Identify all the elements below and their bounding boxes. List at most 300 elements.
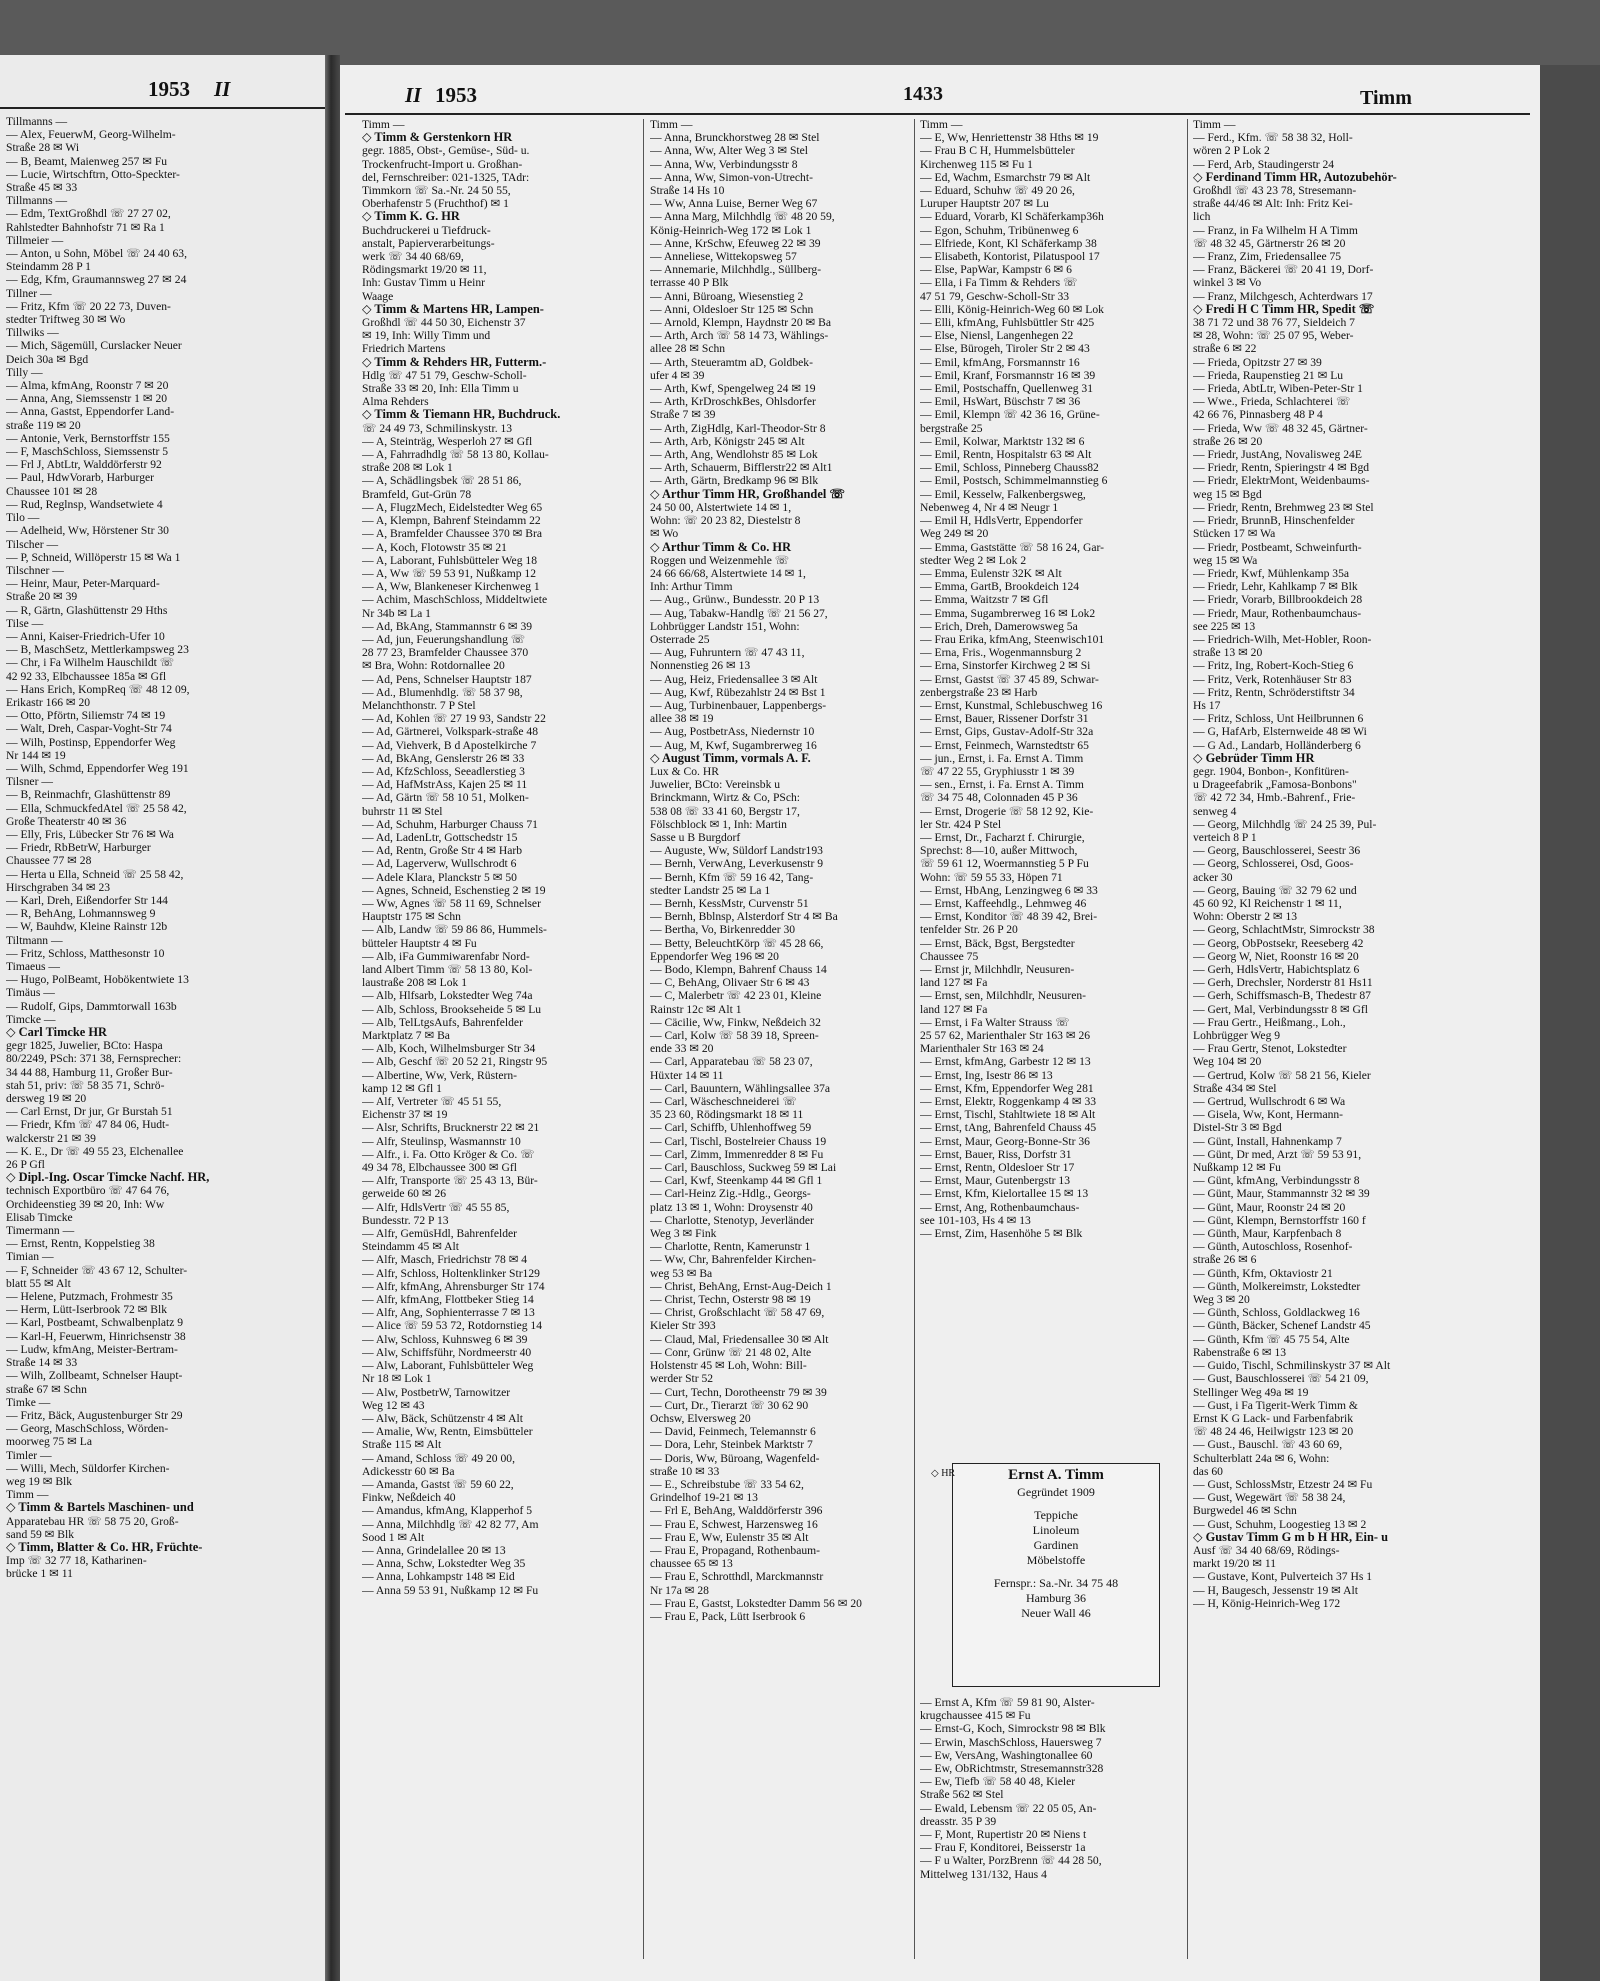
directory-entry-line: — Günth, Kfm, Oktaviostr 21: [1193, 1266, 1333, 1280]
directory-entry-line: — Fritz, Ing, Robert-Koch-Stieg 6: [1193, 659, 1354, 673]
directory-entry-line: — Günth, Molkereimstr, Lokstedter: [1193, 1279, 1361, 1293]
directory-entry-line: Wohn: Oberstr 2 ✉ 13: [1193, 910, 1298, 924]
directory-entry-line: — Bernh, Kfm ☏ 59 16 42, Tang-: [650, 870, 814, 884]
directory-entry-line: Oberhafenstr 5 (Fruchthof) ✉ 1: [362, 197, 509, 211]
directory-entry-line: Waage: [362, 289, 394, 303]
directory-entry-line: Juwelier, BCto: Vereinsbk u: [650, 778, 781, 792]
directory-entry-line: — Adele Klara, Planckstr 5 ✉ 50: [362, 870, 517, 884]
directory-entry-line: bergstraße 25: [920, 421, 983, 435]
directory-entry-line: stedter Weg 2 ✉ Lok 2: [920, 553, 1027, 567]
directory-entry-line: — Ernst, Konditor ☏ 48 39 42, Brei-: [920, 910, 1098, 924]
directory-entry-line: — Arth, Steueramtm aD, Goldbek-: [650, 355, 813, 369]
directory-entry-line: 38 71 72 und 38 76 77, Sieldeich 7: [1193, 316, 1355, 330]
directory-entry-line: — Achim, MaschSchloss, Middeltwiete: [362, 593, 548, 607]
directory-entry-line: — Aug, PostbetrAss, Niedernstr 10: [650, 725, 815, 739]
directory-entry-line: — Karl-H, Feuerwm, Hinrichsenstr 38: [6, 1329, 186, 1343]
directory-entry-line: — Charlotte, Stenotyp, Jeverländer: [650, 1213, 814, 1227]
directory-entry-line: Straße 33 ✉ 20, Inh: Ella Timm u: [362, 382, 519, 396]
directory-entry-line: weg 15 ✉ Wa: [1193, 553, 1258, 567]
directory-entry-line: — Otto, Pförtn, Siliemstr 74 ✉ 19: [6, 709, 166, 723]
directory-entry-line: — A, Ww, Blankeneser Kirchenweg 1: [362, 580, 540, 594]
directory-entry-line: — Fritz, Rentn, Schröderstiftstr 34: [1193, 685, 1355, 699]
directory-entry-line: — Alfr, Transporte ☏ 25 43 13, Bür-: [362, 1174, 538, 1188]
directory-entry-line: — Alfr., i. Fa. Otto Kröger & Co. ☏: [362, 1147, 535, 1161]
directory-entry-line: — Ernst, Rentn, Koppelstieg 38: [6, 1237, 155, 1251]
directory-entry-line: del, Fernschreiber: 021-1325, TAdr:: [362, 170, 530, 184]
directory-entry-line: ◇ Arthur Timm HR, Großhandel ☏: [650, 487, 845, 501]
directory-entry-line: — Emma, Gaststätte ☏ 58 16 24, Gar-: [920, 540, 1104, 554]
directory-entry-line: — Ernst jr, Milchhdlr, Neusuren-: [920, 963, 1075, 976]
directory-entry-line: Fölschblock ✉ 1, Inh: Martin: [650, 817, 787, 831]
directory-entry-line: — Charlotte, Rentn, Kamerunstr 1: [650, 1240, 811, 1254]
directory-entry-line: — Georg, ObPostsekr, Reeseberg 42: [1193, 936, 1364, 950]
directory-entry-line: — Anna, Schw, Lokstedter Weg 35: [362, 1557, 526, 1571]
page-edge: [1540, 65, 1600, 1981]
directory-entry-line: — F, Mont, Rupertistr 20 ✉ Niens t: [920, 1828, 1087, 1842]
ad-item: Möbelstoffe: [1026, 1553, 1086, 1567]
directory-entry-line: — Arth, Arch ☏ 58 14 73, Wählings-: [650, 329, 829, 343]
directory-entry-line: Tilo —: [6, 511, 40, 525]
directory-entry-line: — Annemarie, Milchhdlg., Süllberg-: [650, 263, 822, 277]
directory-entry-line: — Agnes, Schneid, Eschenstieg 2 ✉ 19: [362, 883, 546, 897]
directory-entry-line: u Drageefabrik „Famosa-Bonbons": [1193, 778, 1357, 792]
directory-entry-line: — Alfr, Schloss, Holtenklinker Str129: [362, 1266, 540, 1280]
directory-entry-line: ler Str. 424 P Stel: [920, 817, 1002, 831]
directory-entry-line: — Ernst, tAng, Bahrenfeld Chauss 45: [920, 1121, 1097, 1135]
directory-entry-line: Bramfeld, Gut-Grün 78: [362, 487, 472, 501]
directory-entry-line: — Ernst, Kfm, Kielortallee 15 ✉ 13: [920, 1187, 1089, 1201]
directory-entry-line: — Bertha, Vo, Birkenredder 30: [650, 923, 796, 937]
directory-entry-line: — Gustave, Kont, Pulverteich 37 Hs 1: [1193, 1570, 1373, 1584]
directory-entry-line: Trockenfrucht-Import u. Großhan-: [362, 157, 523, 171]
directory-entry-line: — Karl, Dreh, Eißendorfer Str 144: [6, 893, 168, 907]
directory-entry-line: — H, Baugesch, Jessenstr 19 ✉ Alt: [1193, 1583, 1358, 1597]
directory-entry-line: — Ella, SchmuckfedAtel ☏ 25 58 42,: [6, 801, 187, 815]
directory-entry-line: Erikastr 166 ✉ 20: [6, 695, 91, 709]
directory-entry-line: Inh: Gustav Timm u Heinr: [362, 276, 486, 290]
directory-entry-line: — Alma, kfmAng, Roonstr 7 ✉ 20: [6, 379, 169, 393]
directory-entry-line: Brinckmann, Wirtz & Co, PSch:: [650, 791, 801, 805]
directory-entry-line: — Gust, Bauschlosserei ☏ 54 21 09,: [1193, 1372, 1369, 1386]
directory-entry-line: — E, Ww, Henriettenstr 38 Hths ✉ 19: [920, 131, 1099, 145]
left-page: [0, 55, 325, 1981]
directory-entry-line: Nr 144 ✉ 19: [6, 748, 66, 762]
directory-entry-line: Straße 14 Hs 10: [650, 184, 725, 198]
directory-entry-line: Osterrade 25: [650, 632, 710, 646]
directory-entry-line: Burgwedel 46 ✉ Schn: [1193, 1504, 1297, 1518]
directory-entry-line: — Ernst, kfmAng, Garbestr 12 ✉ 13: [920, 1055, 1091, 1069]
directory-entry-line: Timm —: [920, 118, 963, 131]
directory-entry-line: Hüxter 14 ✉ 11: [650, 1068, 724, 1082]
directory-entry-line: Elisab Timcke: [6, 1210, 73, 1224]
directory-entry-line: — Anna, Gastst, Eppendorfer Land-: [6, 405, 175, 419]
directory-entry-line: moorweg 75 ✉ La: [6, 1435, 93, 1449]
directory-entry-line: — Bernh, Bblnsp, Alsterdorf Str 4 ✉ Ba: [650, 910, 838, 924]
directory-entry-line: — Ernst, i Fa Walter Strauss ☏: [920, 1015, 1070, 1029]
directory-entry-line: Chaussee 75: [920, 949, 979, 963]
directory-entry-line: — Emil, kfmAng, Forsmannstr 16: [920, 355, 1080, 369]
directory-entry-line: Finkw, Neßdeich 40: [362, 1491, 456, 1505]
directory-entry-line: — Amandus, kfmAng, Klapperhof 5: [362, 1504, 533, 1518]
directory-entry-line: lich: [1193, 210, 1211, 224]
right-page: [340, 65, 1540, 1981]
directory-entry-line: — Ed, Wachm, Esmarchstr 79 ✉ Alt: [920, 170, 1091, 184]
directory-entry-line: — Franz, in Fa Wilhelm H A Timm: [1193, 223, 1358, 237]
directory-entry-line: — G, HafArb, Elsternweide 48 ✉ Wi: [1193, 725, 1367, 739]
directory-entry-line: Hauptstr 175 ✉ Schn: [362, 910, 461, 924]
directory-entry-line: — Arth, Kwf, Spengelweg 24 ✉ 19: [650, 382, 816, 396]
directory-entry-line: Holstenstr 45 ✉ Loh, Wohn: Bill-: [650, 1359, 807, 1373]
directory-entry-line: gegr 1825, Juwelier, BCto: Haspa: [6, 1039, 163, 1053]
directory-entry-line: weg 19 ✉ Blk: [6, 1474, 73, 1488]
directory-entry-line: terrasse 40 P Blk: [650, 276, 729, 290]
directory-entry-line: Distel-Str 3 ✉ Bgd: [1193, 1121, 1282, 1135]
ad-item: Linoleum: [1032, 1523, 1080, 1537]
directory-entry-line: Timcke —: [6, 1012, 56, 1026]
directory-entry-line: Rödingsmarkt 19/20 ✉ 11,: [362, 263, 487, 277]
directory-entry-line: — B, MaschSetz, Mettlerkampsweg 23: [6, 643, 189, 657]
directory-entry-line: Timm —: [6, 1488, 49, 1502]
directory-entry-line: — Emil, HsWart, Büschstr 7 ✉ 36: [920, 395, 1081, 409]
directory-entry-line: straße 119 ✉ 20: [6, 418, 81, 432]
directory-entry-line: — Elly, Fris, Lübecker Str 76 ✉ Wa: [6, 827, 174, 841]
directory-entry-line: — Anna Marg, Milchhdlg ☏ 48 20 59,: [650, 210, 835, 224]
directory-entry-line: — Georg, Schlosserei, Osd, Goos-: [1193, 857, 1354, 871]
directory-entry-line: — Franz, Zim, Friedensallee 75: [1193, 250, 1342, 264]
directory-entry-line: stah 51, priv: ☏ 58 35 71, Schrö-: [6, 1078, 165, 1092]
ad-address: Neuer Wall 46: [1021, 1606, 1091, 1620]
directory-entry-line: — Arth, KrDroschkBes, Ohlsdorfer: [650, 395, 816, 409]
directory-entry-line: Großhdl ☏ 43 23 78, Stresemann-: [1193, 184, 1357, 198]
directory-entry-line: — Else, Bürogeh, Tiroler Str 2 ✉ 43: [920, 342, 1090, 356]
directory-entry-line: acker 30: [1193, 870, 1233, 884]
directory-entry-line: — Carl, Schiffb, Uhlenhoffweg 59: [650, 1121, 812, 1135]
directory-entry-line: — Ernst, Kaffeehdlg., Lehmweg 46: [920, 896, 1087, 910]
directory-entry-line: — Erwin, MaschSchloss, Hauersweg 7: [920, 1735, 1102, 1749]
directory-entry-line: — E., Schreibstube ☏ 33 54 62,: [650, 1477, 804, 1491]
directory-entry-line: — Ad, jun, Feuerungshandlung ☏: [362, 632, 526, 646]
directory-entry-line: — Bodo, Klempn, Bahrenf Chauss 14: [650, 963, 827, 976]
directory-entry-line: — Arth, ZigHdlg, Karl-Theodor-Str 8: [650, 421, 826, 435]
directory-entry-line: ◇ Timm & Tiemann HR, Buchdruck.: [362, 408, 561, 422]
ad-item: Teppiche: [1034, 1508, 1078, 1522]
directory-entry-line: Steindamm 28 P 1: [6, 260, 91, 274]
directory-entry-line: bütteler Hauptstr 4 ✉ Fu: [362, 936, 477, 950]
directory-entry-line: — Emil H, HdlsVertr, Eppendorfer: [920, 514, 1083, 528]
directory-entry-line: — Günt, kfmAng, Verbindungsstr 8: [1193, 1174, 1360, 1188]
directory-entry-line: — Carl, Wäscheschneiderei ☏: [650, 1095, 797, 1109]
directory-entry-line: — Frl J, AbtLtr, Walddörferstr 92: [6, 458, 162, 472]
directory-entry-line: — Ernst, Bäck, Bgst, Bergstedter: [920, 936, 1075, 950]
directory-entry-line: Timermann —: [6, 1224, 75, 1238]
directory-entry-line: — Ernst, Rentn, Oldesloer Str 17: [920, 1161, 1075, 1175]
directory-entry-line: — Günth, Bäcker, Schenef Landstr 45: [1193, 1319, 1371, 1333]
directory-entry-line: — Gust, i Fa Tigerit-Werk Timm &: [1193, 1398, 1358, 1412]
directory-entry-line: Tillner —: [6, 286, 52, 300]
directory-entry-line: — Gisela, Ww, Kont, Hermann-: [1193, 1108, 1344, 1122]
directory-entry-line: Weg 12 ✉ 43: [362, 1398, 425, 1412]
directory-entry-line: — Günth, Maur, Karpfenbach 8: [1193, 1227, 1342, 1241]
directory-entry-line: ✉ Bra, Wohn: Rotdornallee 20: [362, 659, 505, 673]
directory-entry-line: — Alw, Schloss, Kuhnsweg 6 ✉ 39: [362, 1332, 528, 1346]
directory-entry-line: — Carl, Kolw ☏ 58 39 18, Spreen-: [650, 1029, 819, 1043]
directory-entry-line: ☏ 59 61 12, Woermannstieg 5 P Fu: [920, 857, 1089, 871]
directory-entry-line: ◇ Timm & Martens HR, Lampen-: [362, 302, 544, 316]
directory-entry-line: Eppendorfer Weg 196 ✉ 20: [650, 949, 779, 963]
ad-hr-mark: ◇ HR: [931, 1468, 956, 1479]
directory-entry-line: — Anna, Lohkampstr 148 ✉ Eid: [362, 1570, 515, 1584]
directory-entry-line: Weg 3 ✉ 20: [1193, 1293, 1250, 1307]
directory-entry-line: — Carl, Zimm, Immenredder 8 ✉ Fu: [650, 1147, 824, 1161]
directory-entry-line: Grindelhof 19-21 ✉ 13: [650, 1491, 758, 1505]
directory-entry-line: Weg 104 ✉ 20: [1193, 1055, 1262, 1069]
directory-entry-line: — Hugo, PolBeamt, Hobökentwiete 13: [6, 973, 189, 987]
directory-entry-line: — Aug., Grünw., Bundesstr. 20 P 13: [650, 593, 820, 607]
directory-entry-line: senweg 4: [1193, 804, 1237, 818]
directory-entry-line: — Carl, Bauschloss, Suckweg 59 ✉ Lai: [650, 1161, 837, 1175]
left-header-rule: [0, 107, 325, 109]
directory-entry-line: straße 67 ✉ Schn: [6, 1382, 87, 1396]
directory-entry-line: ☏ 34 75 48, Colonnaden 45 P 36: [920, 791, 1078, 805]
directory-entry-line: 538 08 ☏ 33 41 60, Bergstr 17,: [650, 804, 800, 818]
directory-entry-line: Wohn: ☏ 20 23 82, Diestelstr 8: [650, 514, 801, 528]
directory-entry-line: — Guido, Tischl, Schmilinskystr 37 ✉ Alt: [1193, 1359, 1391, 1373]
directory-entry-line: ☏ 24 49 73, Schmilinskystr. 13: [362, 421, 513, 435]
directory-entry-line: — K. E., Dr ☏ 49 55 23, Elchenallee: [6, 1144, 184, 1158]
directory-entry-line: — Carl, Tischl, Bostelreier Chauss 19: [650, 1134, 827, 1148]
directory-entry-line: straße 26 ✉ 20: [1193, 434, 1263, 448]
directory-entry-line: — Anni, Kaiser-Friedrich-Ufer 10: [6, 629, 165, 643]
directory-entry-line: — Ew, Tiefb ☏ 58 40 48, Kieler: [920, 1775, 1076, 1789]
directory-entry-line: — Alw, Bäck, Schützenstr 4 ✉ Alt: [362, 1411, 523, 1425]
directory-entry-line: — Lucie, Wirtschftrn, Otto-Speckter-: [6, 167, 180, 181]
directory-entry-line: Lohbrügger Landstr 151, Wohn:: [650, 619, 800, 633]
directory-entry-line: — Ernst, Maur, Georg-Bonne-Str 36: [920, 1134, 1090, 1148]
directory-entry-line: — Günt, Klempn, Bernstorffstr 160 f: [1193, 1213, 1366, 1227]
directory-entry-line: ◇ Timm & Gerstenkorn HR: [362, 131, 513, 145]
directory-entry-line: ✉ Wo: [650, 527, 679, 541]
directory-entry-line: — Carl, Apparatebau ☏ 58 23 07,: [650, 1055, 813, 1069]
directory-entry-line: — Friedr, Postbeamt, Schweinfurth-: [1193, 540, 1362, 554]
directory-entry-line: straße 10 ✉ 33: [650, 1464, 720, 1478]
directory-entry-line: — Ernst, sen, Milchhdlr, Neusuren-: [920, 989, 1087, 1003]
directory-entry-line: — A, FlugzMech, Eidelstedter Weg 65: [362, 500, 543, 514]
directory-entry-line: 34 44 88, Hamburg 11, Großer Bur-: [6, 1065, 173, 1079]
directory-entry-line: — Walt, Dreh, Caspar-Voght-Str 74: [6, 722, 172, 736]
directory-entry-line: — Gerh, Drechsler, Norderstr 81 Hs11: [1193, 976, 1373, 990]
directory-entry-line: Tillmanns —: [6, 115, 68, 128]
directory-entry-line: Rabenstraße 6 ✉ 13: [1193, 1345, 1287, 1359]
directory-entry-line: ◇ Ferdinand Timm HR, Autozubehör-: [1193, 170, 1397, 184]
directory-entry-line: — Ernst, Elektr, Roggenkamp 4 ✉ 33: [920, 1095, 1097, 1109]
directory-entry-line: Melanchthonstr. 7 P Stel: [362, 698, 476, 712]
directory-entry-line: technisch Exportbüro ☏ 47 64 76,: [6, 1184, 170, 1198]
directory-entry-line: — Ad, Gärtnerei, Volkspark-straße 48: [362, 725, 539, 739]
directory-entry-line: — Ernst, Kfm, Eppendorfer Weg 281: [920, 1081, 1094, 1095]
directory-entry-line: dersweg 19 ✉ 20: [6, 1092, 87, 1106]
directory-entry-line: — Gust., Bauschl. ☏ 43 60 69,: [1193, 1438, 1343, 1452]
directory-entry-line: — Gust, SchlossMstr, Etzestr 24 ✉ Fu: [1193, 1477, 1373, 1491]
directory-entry-line: — Franz, Milchgesch, Achterdwars 17: [1193, 289, 1373, 303]
directory-entry-line: — Ww, Agnes ☏ 58 11 69, Schnelser: [362, 896, 541, 910]
directory-entry-line: 42 92 33, Elbchaussee 185a ✉ Gfl: [6, 669, 167, 683]
directory-entry-line: Straße 7 ✉ 39: [650, 408, 716, 422]
directory-entry-line: laustraße 208 ✉ Lok 1: [362, 976, 468, 990]
directory-entry-line: — Gust, Schuhm, Loogestieg 13 ✉ 2: [1193, 1517, 1367, 1531]
directory-entry-line: — A, Steinträg, Wesperloh 27 ✉ Gfl: [362, 434, 533, 448]
directory-entry-line: markt 19/20 ✉ 11: [1193, 1557, 1277, 1571]
directory-entry-line: — Aug, Fuhruntern ☏ 47 43 11,: [650, 646, 805, 660]
directory-entry-line: — Wilh, Zollbeamt, Schnelser Haupt-: [6, 1369, 183, 1383]
directory-entry-line: — Else, PapWar, Kampstr 6 ✉ 6: [920, 263, 1072, 277]
directory-entry-line: Straße 28 ✉ Wi: [6, 141, 80, 155]
directory-entry-line: — Ad, Kohlen ☏ 27 19 93, Sandstr 22: [362, 712, 546, 726]
directory-entry-line: gegr. 1885, Obst-, Gemüse-, Süd- u.: [362, 144, 530, 158]
directory-entry-line: — Ernst, Ang, Rothenbaumchaus-: [920, 1200, 1080, 1214]
directory-entry-line: wören 2 P Lok 2: [1193, 144, 1270, 158]
directory-entry-line: — F, MaschSchloss, Siemssenstr 5: [6, 445, 169, 459]
directory-entry-line: 24 50 00, Alstertwiete 14 ✉ 1,: [650, 500, 792, 514]
directory-entry-line: — Alb, iFa Gummiwarenfabr Nord-: [362, 949, 530, 963]
directory-entry-line: — Hans Erich, KompReq ☏ 48 12 09,: [6, 682, 190, 696]
directory-entry-line: — Curt, Techn, Dorotheenstr 79 ✉ 39: [650, 1385, 827, 1399]
directory-entry-line: — Alice ☏ 59 53 72, Rotdornstieg 14: [362, 1319, 543, 1333]
directory-entry-line: — Arnold, Klempn, Haydnstr 20 ✉ Ba: [650, 316, 832, 330]
directory-entry-line: — Alw, Laborant, Fuhlsbütteler Weg: [362, 1359, 534, 1373]
directory-entry-line: — Alfr, Ang, Sophienterrasse 7 ✉ 13: [362, 1306, 535, 1320]
directory-entry-line: Tilschner —: [6, 563, 64, 577]
directory-entry-line: — Alb, Hlfsarb, Lokstedter Weg 74a: [362, 989, 533, 1003]
directory-entry-line: — Eduard, Vorarb, Kl Schäferkamp36h: [920, 210, 1104, 224]
directory-entry-line: — Anna, Ww, Alter Weg 3 ✉ Stel: [650, 144, 808, 158]
running-head-name: Timm: [1360, 87, 1412, 109]
directory-entry-line: — Friedr, Maur, Rothenbaumchaus-: [1193, 606, 1362, 620]
directory-entry-line: buhrstr 11 ✉ Stel: [362, 804, 443, 818]
directory-entry-line: — Elli, König-Heinrich-Weg 60 ✉ Lok: [920, 302, 1104, 316]
directory-entry-line: Adickesstr 60 ✉ Ba: [362, 1464, 455, 1478]
directory-entry-line: Stücken 17 ✉ Wa: [1193, 527, 1276, 541]
directory-entry-line: — David, Feinmech, Telemannstr 6: [650, 1425, 816, 1439]
column-1: [362, 118, 640, 1597]
directory-entry-line: Mittelweg 131/132, Haus 4: [920, 1867, 1047, 1881]
directory-entry-line: — Christ, Techn, Osterstr 98 ✉ 19: [650, 1293, 811, 1307]
directory-entry-line: — Arth, Schauerm, Bifflerstr22 ✉ Alt1: [650, 461, 833, 475]
directory-entry-line: — Emil, Schloss, Pinneberg Chauss82: [920, 461, 1099, 475]
directory-entry-line: — Aug, Tabakw-Handlg ☏ 21 56 27,: [650, 606, 828, 620]
directory-entry-line: — Georg, MaschSchloss, Wörden-: [6, 1422, 169, 1436]
directory-entry-line: — Elfriede, Kont, Kl Schäferkamp 38: [920, 236, 1097, 250]
directory-entry-line: — A, Fahrradhdlg ☏ 58 13 80, Kollau-: [362, 448, 549, 462]
directory-entry-line: Inh: Arthur Timm: [650, 580, 733, 594]
directory-entry-line: — Ww, Anna Luise, Berner Weg 67: [650, 197, 818, 211]
directory-entry-line: Nr 18 ✉ Lok 1: [362, 1372, 432, 1386]
right-page-year: 1953: [435, 83, 477, 107]
directory-entry-line: — Bernh, VerwAng, Leverkusenstr 9: [650, 857, 824, 871]
directory-entry-line: — Wwe., Frieda, Schlachterei ☏: [1193, 395, 1351, 409]
directory-entry-line: Eichenstr 37 ✉ 19: [362, 1108, 448, 1122]
directory-entry-line: — Alf, Vertreter ☏ 45 51 55,: [362, 1095, 502, 1109]
directory-entry-line: — F, Schneider ☏ 43 67 12, Schulter-: [6, 1263, 188, 1277]
directory-entry-line: stedter Landstr 25 ✉ La 1: [650, 883, 771, 897]
directory-entry-line: — Carl Ernst, Dr jur, Gr Burstah 51: [6, 1105, 173, 1119]
directory-entry-line: — Aug, M, Kwf, Sugambrerweg 16: [650, 738, 817, 752]
directory-entry-line: — Helene, Putzmach, Frohmestr 35: [6, 1290, 173, 1304]
directory-entry-line: ☏ 47 22 55, Gryphiusstr 1 ✉ 39: [920, 764, 1075, 778]
directory-entry-line: — Aug, Heiz, Friedensallee 3 ✉ Alt: [650, 672, 818, 686]
ad-title: Ernst A. Timm: [1008, 1467, 1104, 1483]
directory-entry-line: Timler —: [6, 1448, 52, 1462]
directory-entry-line: dreasstr. 35 P 39: [920, 1814, 997, 1828]
directory-entry-line: Ausf ☏ 34 40 68/69, Rödings-: [1193, 1543, 1340, 1557]
directory-entry-line: Sood 1 ✉ Alt: [362, 1530, 425, 1544]
directory-entry-line: — sen., Ernst, i. Fa. Ernst A. Timm: [920, 778, 1084, 792]
directory-entry-line: Große Theaterstr 40 ✉ 36: [6, 814, 127, 828]
directory-entry-line: — Gert, Mal, Verbindungsstr 8 ✉ Gfl: [1193, 1002, 1369, 1016]
directory-entry-line: Rainstr 12c ✉ Alt 1: [650, 1002, 742, 1016]
directory-entry-line: — Paul, HdwVorarb, Harburger: [6, 471, 155, 485]
directory-entry-line: — Anna, Ww, Verbindungsstr 8: [650, 157, 798, 171]
directory-entry-line: 26 P Gfl: [6, 1158, 45, 1172]
directory-entry-line: — G Ad., Landarb, Holländerberg 6: [1193, 738, 1361, 752]
directory-entry-line: — Ernst, Kunstmal, Schlebuschweg 16: [920, 698, 1103, 712]
directory-entry-line: Weg 3 ✉ Fink: [650, 1227, 717, 1241]
directory-entry-line: — Ew, ObRichtmstr, Stresemannstr328: [920, 1762, 1104, 1776]
directory-entry-line: — Mich, Sägemüll, Curslacker Neuer: [6, 339, 182, 353]
directory-entry-line: Marktplatz 7 ✉ Ba: [362, 1029, 450, 1043]
directory-entry-line: — Frau B C H, Hummelsbütteler: [920, 144, 1075, 158]
directory-entry-line: — P, Schneid, Willöperstr 15 ✉ Wa 1: [6, 550, 181, 564]
directory-entry-line: — Anna, Grindelallee 20 ✉ 13: [362, 1543, 506, 1557]
directory-entry-line: — Ad, Schuhm, Harburger Chauss 71: [362, 817, 538, 831]
directory-entry-line: ☏ 48 24 46, Heilwigstr 123 ✉ 20: [1193, 1425, 1354, 1439]
directory-entry-line: — Karl, Postbeamt, Schwalbenplatz 9: [6, 1316, 184, 1330]
directory-entry-line: chaussee 65 ✉ 13: [650, 1557, 733, 1571]
directory-entry-line: Lux & Co. HR: [650, 764, 719, 778]
directory-entry-line: — Alfr, Masch, Friedrichstr 78 ✉ 4: [362, 1253, 528, 1267]
directory-entry-line: platz 13 ✉ 1, Wohn: Droysenstr 40: [650, 1200, 813, 1214]
directory-entry-line: anstalt, Papierverarbeitungs-: [362, 236, 495, 250]
directory-entry-line: — Ferd., Kfm. ☏ 58 38 32, Holl-: [1193, 131, 1353, 145]
directory-entry-line: 80/2249, PSch: 371 38, Fernsprecher:: [6, 1052, 182, 1066]
directory-entry-line: Imp ☏ 32 77 18, Katharinen-: [6, 1554, 147, 1568]
directory-entry-line: — Günth, Schloss, Goldlackweg 16: [1193, 1306, 1360, 1320]
directory-entry-line: — F u Walter, PorzBrenn ☏ 44 28 50,: [920, 1854, 1102, 1868]
directory-entry-line: Kirchenweg 115 ✉ Fu 1: [920, 157, 1033, 171]
left-page-year: 1953: [148, 77, 190, 101]
directory-entry-line: — Frau E, Schwest, Harzensweg 16: [650, 1517, 818, 1531]
directory-entry-line: — Frau E, Ww, Eulenstr 35 ✉ Alt: [650, 1530, 809, 1544]
directory-entry-line: — Herm, Lütt-Iserbrook 72 ✉ Blk: [6, 1303, 168, 1317]
directory-entry-line: — Ew, VersAng, Washingtonallee 60: [920, 1748, 1093, 1762]
directory-entry-line: — jun., Ernst, i. Fa. Ernst A. Timm: [920, 751, 1084, 765]
directory-entry-line: Straße 45 ✉ 33: [6, 181, 78, 195]
directory-entry-line: — Anna, Ww, Simon-von-Utrecht-: [650, 170, 813, 184]
directory-entry-line: — Ernst, Ing, Isestr 86 ✉ 13: [920, 1068, 1053, 1082]
directory-entry-line: — Frau E, Propagand, Rothenbaum-: [650, 1543, 821, 1557]
directory-entry-line: — Günth, Autoschloss, Rosenhof-: [1193, 1240, 1353, 1254]
directory-entry-line: — Ad, KfzSchloss, Seeadlerstieg 3: [362, 764, 525, 778]
directory-entry-line: — Chr, i Fa Wilhelm Hauschildt ☏: [6, 656, 175, 670]
directory-entry-line: ◇ Timm, Blatter & Co. HR, Früchte-: [6, 1540, 203, 1554]
directory-entry-line: — Wilh, Schmd, Eppendorfer Weg 191: [6, 761, 189, 775]
book-gutter: [325, 55, 340, 1981]
directory-entry-line: — Ernst, Bauer, Rissener Dorfstr 31: [920, 712, 1089, 726]
directory-entry-line: Timke —: [6, 1395, 51, 1409]
directory-entry-line: das 60: [1193, 1464, 1223, 1478]
directory-entry-line: — Alb, Koch, Wilhelmsburger Str 34: [362, 1042, 536, 1056]
directory-entry-line: ◇ Carl Timcke HR: [6, 1026, 107, 1040]
directory-entry-line: — Anna, Brunckhorstweg 28 ✉ Stel: [650, 131, 820, 145]
